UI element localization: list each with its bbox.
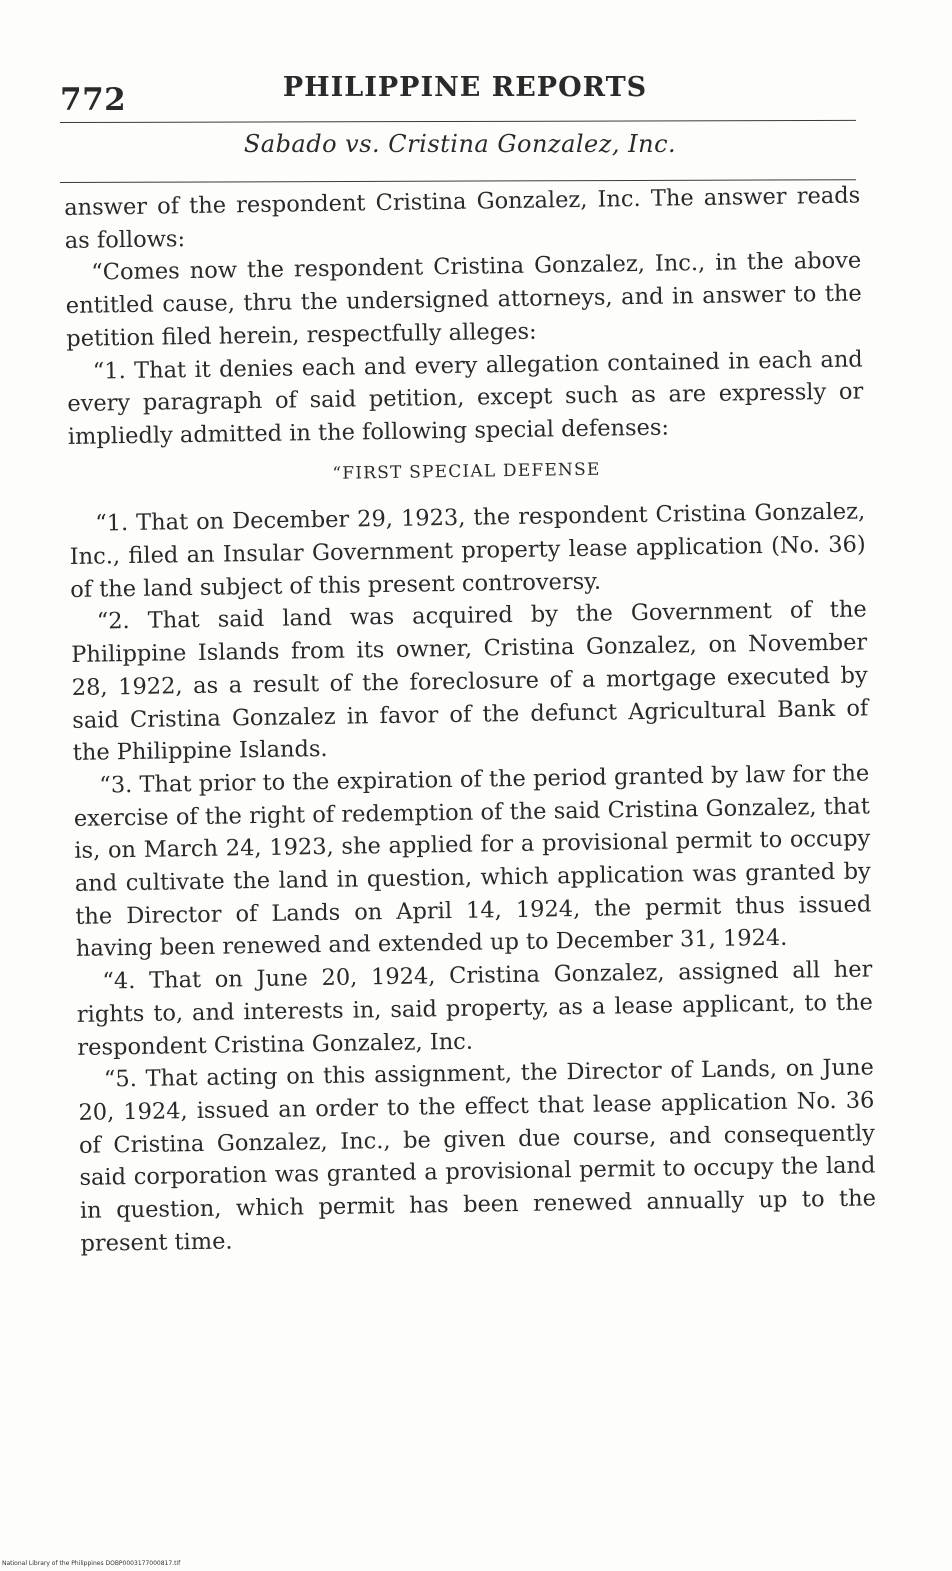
- running-head: PHILIPPINE REPORTS: [282, 72, 648, 103]
- paragraph-defense-4: “4. That on June 20, 1924, Cristina Gonzalez, assigned all her rights to, and interests in, said property, as a lease applicant, to the respondent Cristina Gonzalez, Inc.: [76, 956, 874, 1061]
- paragraph-defense-5: “5. That acting on this assignment, the Director of Lands, on June 20, 1924, issued an order to the effect that lease application No. 36 of Cristina Gonzalez, Inc., be given due course, and consequently said corporation was granted a provisional permit to occupy the land in question, which permit has been renewed annually up to the present time.: [78, 1054, 877, 1257]
- paragraph-general-denial: “1. That it denies each and every allegation contained in each and every paragraph of said petition, except such as are expressly or impliedly admitted in the following special defenses:: [67, 345, 864, 450]
- header-rule-top: [60, 120, 856, 123]
- page-number: 772: [60, 82, 127, 118]
- paragraph-defense-2: “2. That said land was acquired by the Government of the Philippine Islands from its owner, Cristina Gonzalez, on November 28, 1922, as a result of the foreclosure of a mortgage executed by said Cristina Gonzalez in favor of the defunct Agricultural Bank of the Philippine Islands.: [71, 596, 869, 767]
- case-title: Sabado vs. Cristina Gonzalez, Inc.: [243, 130, 677, 158]
- paragraph-defense-3: “3. That prior to the expiration of the period granted by law for the exercise of the right of redemption of the said Cristina Gonzalez, that is, on March 24, 1923, she applied for a provisional permit to occupy and cultivate the land in question, which application was granted by the Director of Lands on April 14, 1924, the permit thus issued having been renewed and extended up to December 31, 1924.: [73, 760, 872, 963]
- paragraph-answer-intro: answer of the respondent Cristina Gonzalez, Inc. The answer reads as follows:: [64, 182, 861, 254]
- paragraph-comes-now: “Comes now the respondent Cristina Gonzalez, Inc., in the above entitled cause, thru the undersigned attorneys, and in answer to the petition filed herein, respectfully alleges:: [65, 247, 862, 352]
- scan-footer-tag: National Library of the Philippines DOBP0003177000817.tif: [2, 1560, 181, 1567]
- body-text: [64, 179, 877, 1260]
- paragraph-defense-1: “1. That on December 29, 1923, the respondent Cristina Gonzalez, Inc., filed an Insular Government property lease application (No. 36) of the land subject of this present controversy.: [69, 498, 866, 603]
- section-heading-first-special-defense: “FIRST SPECIAL DEFENSE: [332, 459, 601, 484]
